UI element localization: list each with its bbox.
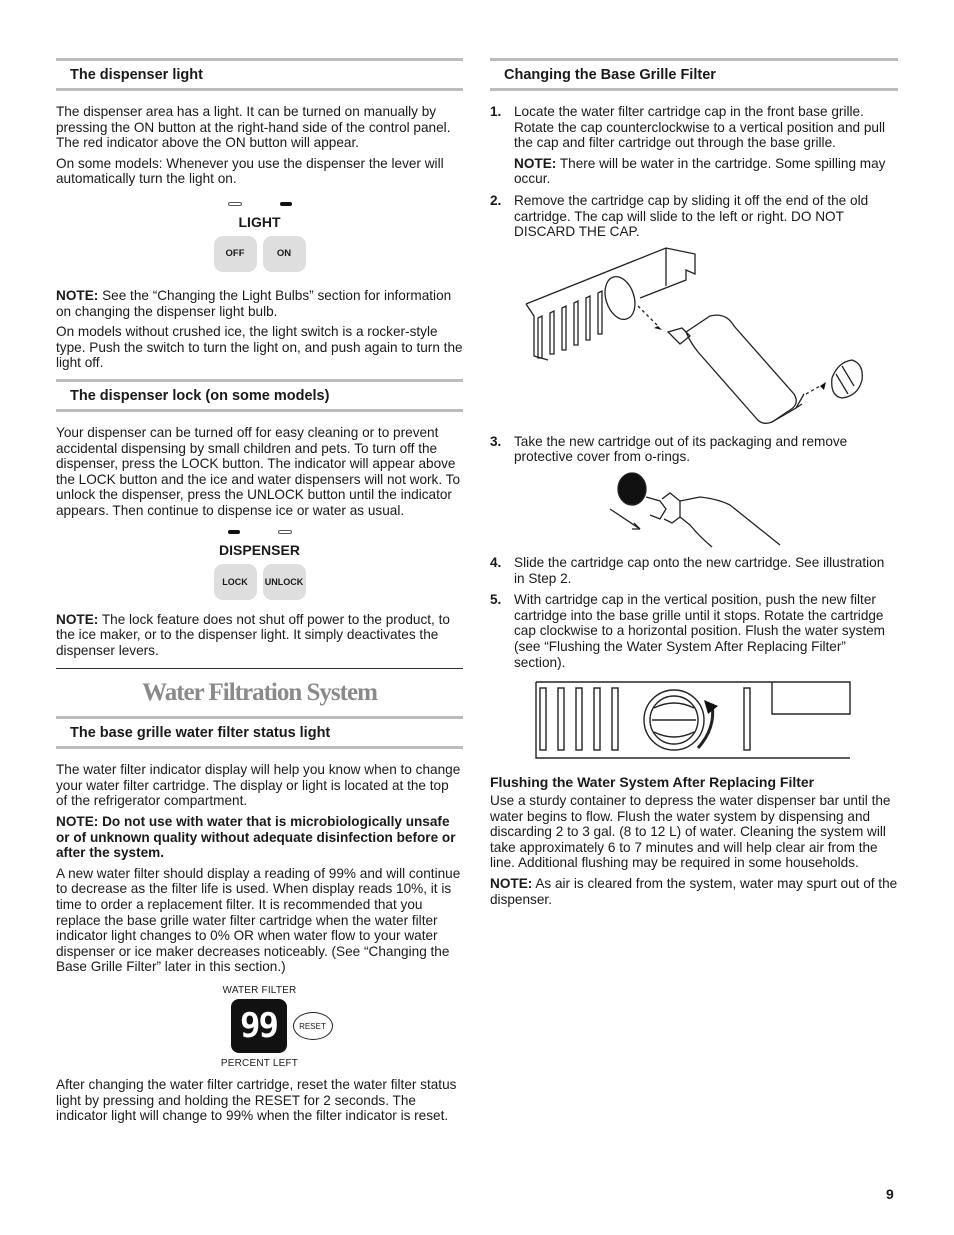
new-cartridge-illustration <box>490 471 898 549</box>
heading-filter-status: The base grille water filter status light <box>56 719 463 749</box>
paragraph: On models without crushed ice, the light switch is a rocker-style type. Push the switch to turn the light on, and push again to turn the light off. <box>56 324 463 371</box>
steps-list <box>490 555 898 670</box>
steps-list <box>490 104 898 240</box>
step-1 <box>490 104 898 187</box>
steps-list <box>490 434 898 465</box>
filter-digital-display <box>231 999 287 1053</box>
light-panel-label: LIGHT <box>238 213 281 230</box>
note <box>56 288 463 319</box>
page-number: 9 <box>886 1186 894 1202</box>
note <box>490 876 898 907</box>
paragraph: On some models: Whenever you use the dispenser the lever will automatically turn the light on. <box>56 155 444 187</box>
step-2 <box>490 193 898 240</box>
lock-indicator <box>228 530 240 534</box>
light-off-button[interactable]: OFF <box>214 236 257 272</box>
step-number: 4. <box>490 554 502 570</box>
note-label: NOTE: <box>56 287 99 303</box>
on-indicator <box>280 202 292 206</box>
left-column <box>56 58 463 1129</box>
note-text: There will be water in the cartridge. Some spilling may occur. <box>514 155 886 187</box>
unlock-button[interactable]: UNLOCK <box>263 564 306 600</box>
paragraph: The dispenser area has a light. It can be turned on manually by pressing the ON button at the right-hand side of the control panel. The red indicator above the ON button will appear. <box>56 104 451 151</box>
step-number: 5. <box>490 592 502 608</box>
note <box>56 612 463 659</box>
paragraph: The water filter indicator display will help you know when to change your water filter cartridge. The display or light is located at the top of the refrigerator compartment. <box>56 762 461 809</box>
unlock-indicator <box>278 530 292 534</box>
water-filter-label: WATER FILTER <box>222 985 297 996</box>
step-text: Slide the cartridge cap onto the new cartridge. See illustration in Step 2. <box>514 554 885 586</box>
step-number: 3. <box>490 433 502 449</box>
note-text: The lock feature does not shut off power to the product, to the ice maker, or to the dispenser light. It simply deactivates the dispenser levers. <box>56 611 450 658</box>
note-label: NOTE: <box>514 155 557 171</box>
warning-note: NOTE: Do not use with water that is microbiologically unsafe or of unknown quality without adequate disinfection before or after the system. <box>56 814 456 861</box>
paragraph: Your dispenser can be turned off for easy cleaning or to prevent accidental dispensing by small children and pets. To turn off the dispenser, press the LOCK button. The indicator will appear above the LOCK button and the ice and water dispensers will not work. To unlock the dispenser, press the UNLOCK button until the indicator appears. Then continue to dispense ice or water as usual. <box>56 424 461 518</box>
heading-dispenser-lock: The dispenser lock (on some models) <box>56 379 463 412</box>
section-title: Water Filtration System <box>142 679 377 707</box>
paragraph: A new water filter should display a reading of 99% and will continue to decrease as the filter life is used. When display reads 10%, it is time to order a replacement filter. It is recommended that you replace the base grille water filter cartridge when the water filter indicator light changes to 0% OR when water flow to your water dispenser or ice maker decreases noticeably. (See “Changing the Base Grille Filter” later in this section.) <box>56 865 461 975</box>
dispenser-panel-label: DISPENSER <box>219 541 300 558</box>
base-grille-illustration <box>490 678 898 762</box>
step-3 <box>490 434 898 465</box>
paragraph: Use a sturdy container to depress the water dispenser bar until the water begins to flow. Flush the water system by dispensing and discarding 2 to 3 gal. (8 to 12 L) of water. Cleaning the system will take approximately 6 to 7 minutes and will help clear air from the line. Additional flushing may be required in some households. <box>490 793 891 871</box>
light-control-illustration <box>56 199 463 272</box>
step-text: Remove the cartridge cap by sliding it off the end of the old cartridge. The cap will slide to the left or right. DO NOT DISCARD THE CAP. <box>514 192 869 240</box>
note-label: NOTE: <box>490 876 533 892</box>
right-column <box>490 58 898 912</box>
light-on-button[interactable]: ON <box>263 236 306 272</box>
water-filter-display-illustration <box>56 985 463 1069</box>
reset-button[interactable]: RESET <box>293 1012 333 1040</box>
heading-dispenser-light: The dispenser light <box>56 58 463 91</box>
indicator-row <box>56 527 463 537</box>
step-number: 1. <box>490 104 502 119</box>
step-text: Take the new cartridge out of its packaging and remove protective cover from o-rings. <box>514 433 848 465</box>
step-note <box>514 156 898 187</box>
step-text: Locate the water filter cartridge cap in the front base grille. Rotate the cap counterclockwise to a vertical position and pull the cap and filter cartridge out through the base grille. <box>514 104 886 151</box>
step-text: With cartridge cap in the vertical position, push the new filter cartridge into the base grille until it stops. Rotate the cartridge cap clockwise to a horizontal position. Flush the water system (see “Flushing the Water System After Replacing Filter” section). <box>514 592 885 670</box>
step-5 <box>490 592 898 670</box>
filter-percent-value: 99 <box>240 1006 277 1046</box>
step-number: 2. <box>490 192 502 208</box>
lock-button[interactable]: LOCK <box>214 564 257 600</box>
note-text: See the “Changing the Light Bulbs” section for information on changing the dispenser light bulb. <box>56 287 452 319</box>
filter-removal-illustration <box>490 246 898 428</box>
percent-left-label: PERCENT LEFT <box>220 1058 299 1069</box>
lock-control-illustration <box>56 527 463 600</box>
paragraph: After changing the water filter cartridge, reset the water filter status light by pressing and holding the RESET for 2 seconds. The indicator light will change to 99% when the filter indicator is reset. <box>56 1077 457 1124</box>
heading-changing-filter: Changing the Base Grille Filter <box>490 58 898 91</box>
off-indicator <box>228 202 242 206</box>
heading-flushing: Flushing the Water System After Replacing Filter <box>490 774 815 791</box>
indicator-row <box>56 199 463 209</box>
note-label: NOTE: <box>56 611 99 627</box>
step-4 <box>490 555 898 586</box>
note-text: As air is cleared from the system, water may spurt out of the dispenser. <box>490 876 898 907</box>
section-title-block <box>56 668 463 719</box>
